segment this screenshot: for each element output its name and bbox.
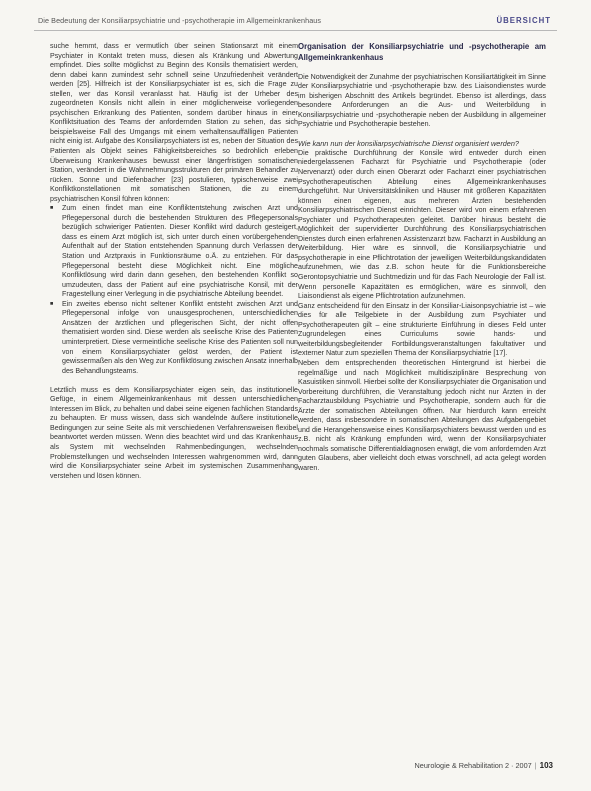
closing-paragraph: Letztlich muss es dem Konsiliarpsychiater eigen sein, das institutionelle Gefüge, in einem Allgemeinkrankenhaus mit dessen unterschiedlichen Interessen im Blick, zu behalten und dabei seine eigenen fachlichen Standards zu behaupten. Er muss wissen, dass sich wandelnde äußere institutionelle Bedingungen zur seine Seite als mit verschiedenen Verfahrensweisen flexibel beantwortet werden müssen. Wenn dies beachtet wird und das Krankenhaus als System mit wechselnden Rahmenbedingungen, wechselnden Problemstellungen und wechselnden Interessen wahrgenommen wird, dann wird die Konsiliarpsychiater seine Arbeit im systemischen Zusammenhang verstehen und lösen können. [50,385,298,480]
body-paragraph: Die praktische Durchführung der Konsile wird entweder durch einen niedergelassenen Facharzt für Psychiatrie und Psychotherapie (oder Nervenarzt) oder durch einen Oberarzt oder Facharzt einer psychiatrischen Psychotherapeutischen Abteilung eines Allgemeinkrankenhauses durchgeführt. Nur Universitätskliniken und Häuser mit größeren Kapazitäten können einen eigenen, aus mehreren Ärzten bestehenden Konsiliarpsychiatrischen Dienst einrichten. Dieser wird von einem erfahrenen Psychiater und Psychotherapeuten geleitet. Darüber hinaus besteht die Möglichkeit der supervidierter Durchführung des Konsiliarpsychiatrischen Dienstes durch einen erfahrenen Assistenzarzt bzw. Facharzt in Ausbildung an Weiterbildung. Hier wäre es sinnvoll, die Konsiliarpsychiatrie und psychotherapie in eine Pflichtrotation der jeweiligen Weiterbildungskandidaten aufzunehmen, wie das z.B. schon heute für die Funktionsbereiche Gerontopsychiatrie und Suchtmedizin und für das Fach Neurologie der Fall ist. Wenn personelle Kapazitäten es ermöglichen, wäre es sinnvoll, den Liaisondienst als eigene Pflichtrotation aufzunehmen. [298,148,546,301]
section-label: ÜBERSICHT [496,16,551,25]
left-column [50,42,298,481]
body-paragraph: Die Notwendigkeit der Zunahme der psychiatrischen Konsiliartätigkeit im Sinne der Konsiliarpsychiatrie und -psychotherapie bzw. des Liaisondienstes wurde im bisherigen Abschnitt des Artikels begründet. Ebenso ist allerdings, dass besondere Anforderungen an die Aus- und Weiterbildung in Konsiliarpsychiatrie und -psychotherapie neben der Ausbildung in allgemeiner Psychiatrie und Psychotherapie bestehen. [298,72,546,129]
running-head: Die Bedeutung der Konsiliarpsychiatrie und -psychotherapie im Allgemeinkrankenhaus [38,16,322,25]
right-column [298,42,546,474]
list-item: ■ Ein zweites ebenso nicht seltener Konflikt entsteht zwischen Arzt und Pflegepersonal infolge von unausgesprochenen, unterschiedlichen Ansätzen der ärztlichen und pflegerischen Sicht, der nicht offen thematisiert worden sind. Diese werden als seelische Krise des Patienten uminterpretiert. Diese vermeintliche seelische Krise des Patienten soll nun von einem Konsiliarpsychiater gelöst werden, der Patient ist gewissermaßen als den Weg zur Konfliktlösung zwischen Ansatz innerhalb des Behandlungsteams. [50,300,298,376]
conflict-list [50,204,298,376]
footer-divider: | [534,761,537,770]
sub-heading: Wie kann nun der konsiliarpsychiatrische Dienst organisiert werden? [298,139,519,149]
article-section-title: Organisation der Konsiliarpsychiatrie und -psychotherapie am Allgemeinkrankenhaus [298,42,546,62]
intro-paragraph: suche hemmt, dass er vermutlich über seinen Stationsarzt mit einem Psychiater in Kontakt treten muss, diesen als Kränkung und Abwertung empfindet. Dies sollte möglichst zu Beginn des Konsils thematisiert werden, denn dabei kann zumindest sehr schnell seine Unzufriedenheit verändert werden [25]. Hilfreich ist der Konsiliarpsychiater ist es, sich die Frage zu stellen, wer das Konsil veranlasst hat. Häufig ist der Urheber des zugeordneten Konsils nicht allein in einer möglicherweise vorliegenden psychischen Erkrankung des Patienten, sondern darüber hinaus in einer Konfliktsituation des Teams der anfordernden Station zu sehen, das sich beispielsweise Fall des Umgangs mit einem verhaltensauffälligen Patienten nicht einig ist. Aufgabe des Konsiliarpsychiaters ist es, neben der Situation des Patienten als Objekt seines Fähigkeitsbereiches so bedrohlich erleben Überweisung Krankenhauses bewusst einer längerfristigen somatischen Station, verändert in die Wahrnehmungsstrukturen der primären Behandler zu rücken. Sonne und Diefenbacher [23] postulieren, typischerweise zwei Konfliktkonstellationen mit somatischen Stationen, die zu einem psychiatrischen Konsil führen können: [50,42,298,203]
page-footer [415,760,554,772]
header-rule [34,30,557,31]
journal-citation: Neurologie & Rehabilitation 2 · 2007 [414,761,532,770]
list-item: ■ Zum einen findet man eine Konfliktentstehung zwischen Arzt und Pflegepersonal durch die bestehenden Strukturen des Pflegepersonals bezüglich schwieriger Patienten. Dieser Konflikt wird dadurch gesteigert, dass es einem Arzt möglich ist, sich unter durch einen vorübergehenden Aufenthalt auf der Station entstehenden Spannung durch Verlassen der Station und Arztpraxis in Funktionsräume o.Ä. zu entziehen. Für das Pflegepersonal besteht diese Möglichkeit nicht. Eine mögliche Konfliktlösung wird darin dann gesehen, den bestehenden Konflikt so umzudeuten, dass der Patient auf eine psychiatrische Konsil, mit der Fragestellung einer Verlegung in die psychiatrische Abteilung beendet. [50,204,298,299]
page-number: 103 [539,761,553,770]
page-header [0,14,591,28]
body-paragraph: Ganz entscheidend für den Einsatz in der Konsiliar-Liaisonpsychiatrie ist – wie dies für alle Teilgebiete in der Ausbildung zum Psychiater und Psychotherapeuten gilt – eine strukturierte Einführung in dieses Feld unter Zugrundelegen eines Curriculums sowie hands- und weiterbildungsbegleitender Fortbildungsveranstaltungen fakultativer und externer Natur zum speziellen Thema der Konsiliarpsychiatrie [17]. [298,301,546,358]
body-paragraph: Neben dem entsprechenden theoretischen Hintergrund ist hierbei die regelmäßige und nach Möglichkeit multidisziplinäre Besprechung von Kasuistiken sinnvoll. Hierbei sollte der Konsiliarpsychiater die Organisation und Vorbereitung durchführen, die Veranstaltung jedoch nicht nur Ärzten in der Facharztausbildung Psychiatrie und Psychotherapie, sondern auch für die Ärzte der somatischen Abteilungen öffnen. Nur hierdurch kann erreicht werden, dass insbesondere in somatischen Abteilungen das Aufgabengebiet und die Herangehensweise eines Konsiliarpsychiaters bewusst werden und es z.B. nicht als Kränkung empfunden wird, wenn der Konsiliarpsychiater nochmals somatische Differentialdiagnosen erwägt, die vom anfordernden Arzt guten Glaubens, aber vielleicht doch etwas vorschnell, ad acta gelegt worden waren. [298,358,547,472]
